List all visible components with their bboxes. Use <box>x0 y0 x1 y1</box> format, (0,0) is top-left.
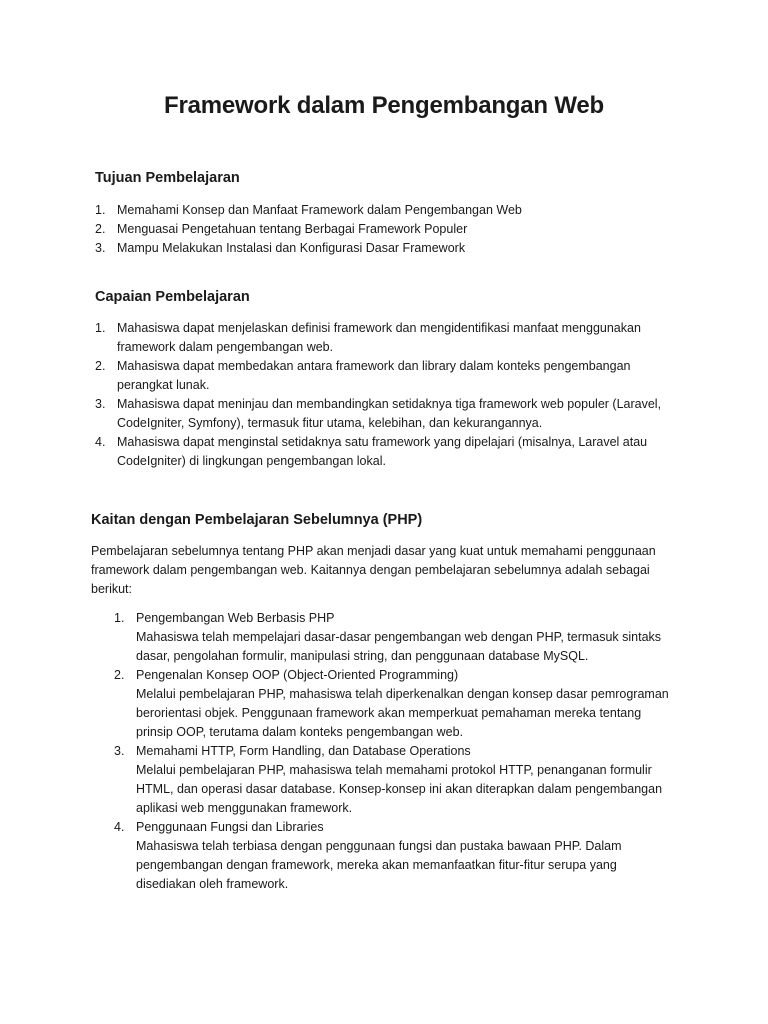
list-item: 1. Pengembangan Web Berbasis PHP Mahasiswa telah mempelajari dasar-dasar pengembangan web dengan PHP, termasuk sintaks dasar, pengolahan formulir, manipulasi string, dan penggunaan database MySQL. <box>114 609 714 666</box>
intro-line: Pembelajaran sebelumnya tentang PHP akan menjadi dasar yang kuat untuk memahami penggunaan <box>91 544 656 558</box>
section-heading-kaitan: Kaitan dengan Pembelajaran Sebelumnya (PHP) <box>91 512 423 528</box>
item-title: Pengenalan Konsep OOP (Object-Oriented Programming) <box>136 668 459 682</box>
intro-line: berikut: <box>91 582 132 596</box>
section-heading-capaian: Capaian Pembelajaran <box>95 289 250 305</box>
kaitan-heading-wrap <box>91 512 422 528</box>
intro-line: framework dalam pengembangan web. Kaitannya dengan pembelajaran sebelumnya adalah sebagai <box>91 563 650 577</box>
list-item: 3. Mahasiswa dapat meninjau dan membandingkan setidaknya tiga framework web populer (Laravel, CodeIgniter, Symfony), termasuk fitur utama, kelebihan, dan kekurangannya. <box>95 397 662 430</box>
tujuan-heading-wrap <box>95 170 240 186</box>
capaian-list <box>95 319 715 471</box>
capaian-heading-wrap <box>95 289 250 305</box>
list-item: 4. Mahasiswa dapat menginstal setidaknya satu framework yang dipelajari (misalnya, Laravel atau CodeIgniter) di lingkungan pengembangan lokal. <box>95 435 648 468</box>
list-item: 4. Penggunaan Fungsi dan Libraries Mahasiswa telah terbiasa dengan penggunaan fungsi dan pustaka bawaan PHP. Dalam pengembangan dengan framework, mereka akan memanfaatkan fitur-fitur serupa yang disediakan oleh framework. <box>114 818 714 894</box>
tujuan-list <box>95 201 695 258</box>
list-item: 1. Memahami Konsep dan Manfaat Framework dalam Pengembangan Web <box>95 203 522 217</box>
section-heading-tujuan: Tujuan Pembelajaran <box>95 170 240 186</box>
list-item: 3. Memahami HTTP, Form Handling, dan Database Operations Melalui pembelajaran PHP, mahasiswa telah memahami protokol HTTP, penanganan formulir HTML, dan operasi dasar database. Konsep-konsep ini akan diterapkan dalam pengembangan aplikasi web menggunakan framework. <box>114 742 714 818</box>
item-title: Memahami HTTP, Form Handling, dan Database Operations <box>136 744 471 758</box>
item-title: Pengembangan Web Berbasis PHP <box>136 611 335 625</box>
list-item: 2. Mahasiswa dapat membedakan antara framework dan library dalam konteks pengembangan perangkat lunak. <box>95 359 631 392</box>
list-item: 2. Pengenalan Konsep OOP (Object-Oriented Programming) Melalui pembelajaran PHP, mahasiswa telah diperkenalkan dengan konsep dasar pemrograman berorientasi objek. Penggunaan framework akan memperkuat pemahaman mereka tentang prinsip OOP, terutama dalam konteks pengembangan web. <box>114 666 714 742</box>
kaitan-intro <box>91 542 711 599</box>
list-item: 1. Mahasiswa dapat menjelaskan definisi framework dan mengidentifikasi manfaat menggunakan framework dalam pengembangan web. <box>95 321 641 354</box>
item-title: Penggunaan Fungsi dan Libraries <box>136 820 324 834</box>
page-title: Framework dalam Pengembangan Web <box>164 92 604 119</box>
list-item: 2. Menguasai Pengetahuan tentang Berbagai Framework Populer <box>95 222 468 236</box>
list-item: 3. Mampu Melakukan Instalasi dan Konfigurasi Dasar Framework <box>95 241 466 255</box>
kaitan-list <box>114 609 714 894</box>
